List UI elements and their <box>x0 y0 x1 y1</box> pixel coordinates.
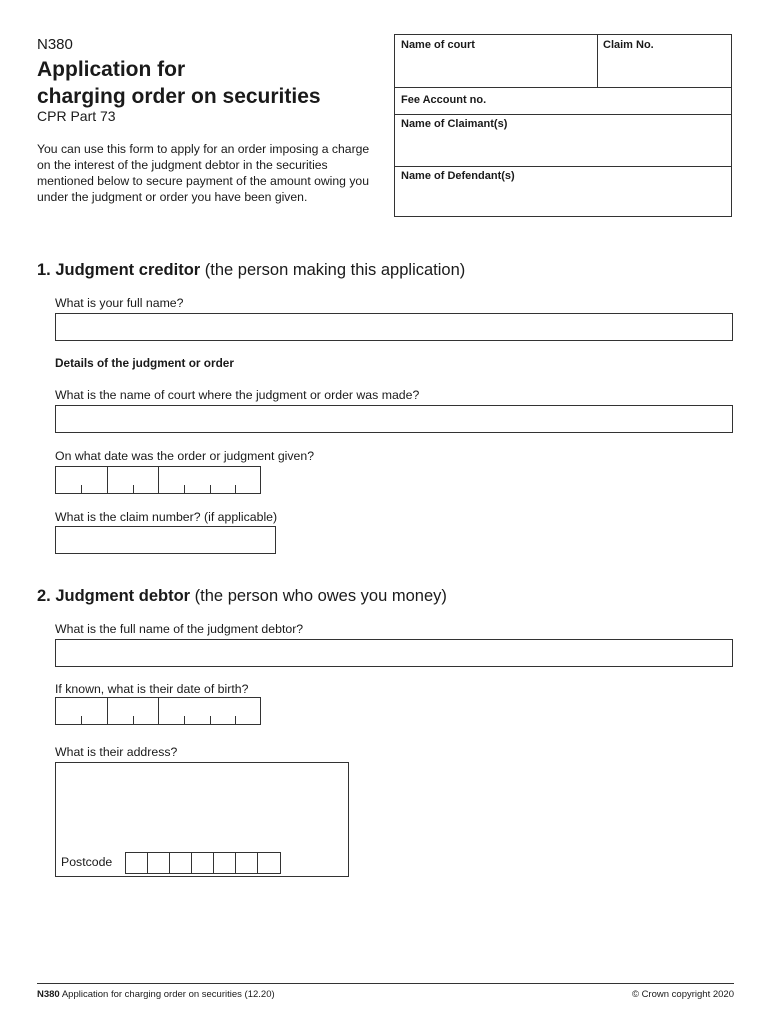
debtor-address-question: What is their address? <box>55 745 178 759</box>
footer-form-code: N380 <box>37 989 60 1000</box>
footer-form-title <box>37 989 275 1000</box>
postcode-label: Postcode <box>61 855 113 869</box>
footer-divider <box>37 983 734 984</box>
name-of-court-field[interactable] <box>396 55 595 86</box>
creditor-name-question: What is your full name? <box>55 296 184 310</box>
debtor-name-question: What is the full name of the judgment debtor? <box>55 622 304 636</box>
date-month-cells[interactable] <box>108 467 159 493</box>
postcode-cell[interactable] <box>148 853 170 873</box>
postcode-field[interactable] <box>125 852 281 874</box>
form-title-line1: Application for <box>37 58 186 81</box>
section2-heading-bold: 2. Judgment debtor <box>37 587 191 605</box>
debtor-dob-field[interactable] <box>55 697 261 725</box>
court-box-divider <box>597 35 598 87</box>
fee-account-field[interactable] <box>505 90 730 112</box>
footer-form-name: Application for charging order on securities (12.20) <box>59 989 275 1000</box>
postcode-cell[interactable] <box>236 853 258 873</box>
creditor-name-field[interactable] <box>55 313 733 341</box>
rule-reference: CPR Part 73 <box>37 108 116 124</box>
claim-no-field[interactable] <box>599 55 731 86</box>
fee-account-label: Fee Account no. <box>401 94 487 106</box>
defendants-field[interactable] <box>396 186 730 215</box>
dob-year-cells[interactable] <box>159 698 260 724</box>
intro-text: You can use this form to apply for an order imposing a charge on the interest of the judgment debtor in the securities mentioned below to secure payment of the amount owing you under the judgment or order you have been given. <box>37 142 370 204</box>
court-box-divider <box>395 114 731 115</box>
footer-copyright: © Crown copyright 2020 <box>631 989 734 1000</box>
form-code: N380 <box>37 36 73 53</box>
section1-heading-bold: 1. Judgment creditor <box>37 261 201 279</box>
name-of-court-label: Name of court <box>401 39 475 51</box>
debtor-dob-question: If known, what is their date of birth? <box>55 682 249 696</box>
form-title-line2: charging order on securities <box>37 85 321 108</box>
court-name-question: What is the name of court where the judgment or order was made? <box>55 388 420 402</box>
judgment-date-field[interactable] <box>55 466 261 494</box>
claim-number-field[interactable] <box>55 526 276 554</box>
section2-heading <box>37 587 447 606</box>
defendants-label: Name of Defendant(s) <box>401 170 515 182</box>
postcode-cell[interactable] <box>192 853 214 873</box>
court-name-field[interactable] <box>55 405 733 433</box>
debtor-name-field[interactable] <box>55 639 733 667</box>
form-title <box>37 56 321 110</box>
postcode-cell[interactable] <box>214 853 236 873</box>
debtor-address-field[interactable] <box>55 762 349 877</box>
postcode-cell[interactable] <box>258 853 280 873</box>
postcode-cell[interactable] <box>170 853 192 873</box>
judgment-details-heading: Details of the judgment or order <box>55 356 234 370</box>
date-day-cells[interactable] <box>56 467 108 493</box>
judgment-date-question: On what date was the order or judgment given? <box>55 449 315 463</box>
claimants-field[interactable] <box>396 134 730 164</box>
court-details-box <box>394 34 732 217</box>
date-year-cells[interactable] <box>159 467 260 493</box>
section2-heading-rest: (the person who owes you money) <box>190 587 447 605</box>
claim-no-label: Claim No. <box>603 39 654 51</box>
court-box-divider <box>395 87 731 88</box>
dob-day-cells[interactable] <box>56 698 108 724</box>
claimants-label: Name of Claimant(s) <box>401 118 508 130</box>
section1-heading-rest: (the person making this application) <box>200 261 466 279</box>
claim-number-question: What is the claim number? (if applicable) <box>55 510 278 524</box>
court-box-divider <box>395 166 731 167</box>
section1-heading <box>37 261 465 280</box>
dob-month-cells[interactable] <box>108 698 159 724</box>
postcode-cell[interactable] <box>126 853 148 873</box>
